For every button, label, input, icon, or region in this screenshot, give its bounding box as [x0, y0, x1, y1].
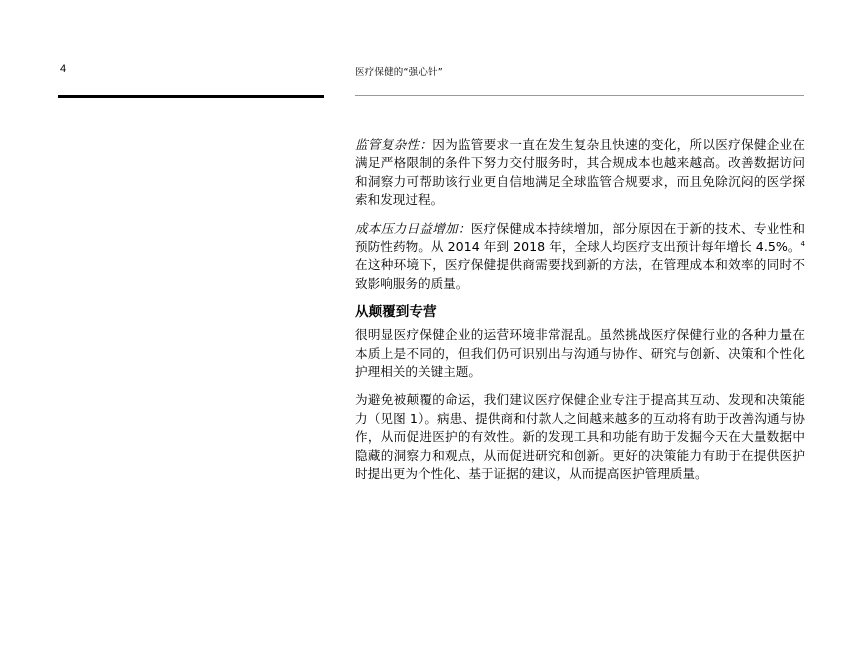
paragraph-recommendation: 为避免被颠覆的命运，我们建议医疗保健企业专注于提高其互动、发现和决策能力（见图 1）。病患、提供商和付款人之间越来越多的互动将有助于改善沟通与协作，从而促进医护的有效性。新的发现工具和功能有助于发掘今天在大量数据中隐藏的洞察力和观点，从而促进研究和创新。更好的决策能力有助于在提供医护时提出更为个性化、基于证据的建议，从而提高医护管理质量。	[355, 392, 805, 482]
running-title: 医疗保健的“强心针”	[355, 67, 443, 78]
paragraph-operating-environment: 很明显医疗保健企业的运营环境非常混乱。虽然挑战医疗保健行业的各种力量在本质上是不同的，但我们仍可识别出与沟通与协作、研究与创新、决策和个性化护理相关的关键主题。	[355, 327, 805, 380]
left-header-rule	[58, 95, 324, 98]
paragraph-lead: 监管复杂性：	[355, 137, 433, 152]
paragraph-cost-pressure	[355, 220, 805, 294]
right-header-rule	[355, 95, 804, 96]
section-heading: 从颠覆到专营	[355, 304, 437, 321]
footnote-reference: 4	[800, 239, 805, 248]
paragraph-regulatory-complexity	[355, 136, 805, 210]
main-content	[355, 136, 805, 494]
paragraph-lead: 成本压力日益增加：	[355, 220, 471, 236]
paragraph-text: 医疗保健成本持续增加，部分原因在于新的技术、专业性和预防性药物。从 2014 年到 2018 年，全球人均医疗支出预计每年增长 4.5%。	[355, 220, 806, 255]
paragraph-text: 因为监管要求一直在发生复杂且快速的变化，所以医疗保健企业在满足严格限制的条件下努力交付服务时，其合规成本也越来越高。改善数据访问和洞察力可帮助该行业更自信地满足全球监管合规要求，而且免除沉闷的医学探索和发现过程。	[355, 137, 806, 208]
page-number: 4	[60, 63, 67, 75]
paragraph-text: 在这种环境下，医疗保健提供商需要找到新的方法，在管理成本和效率的同时不致影响服务的质量。	[355, 257, 805, 291]
